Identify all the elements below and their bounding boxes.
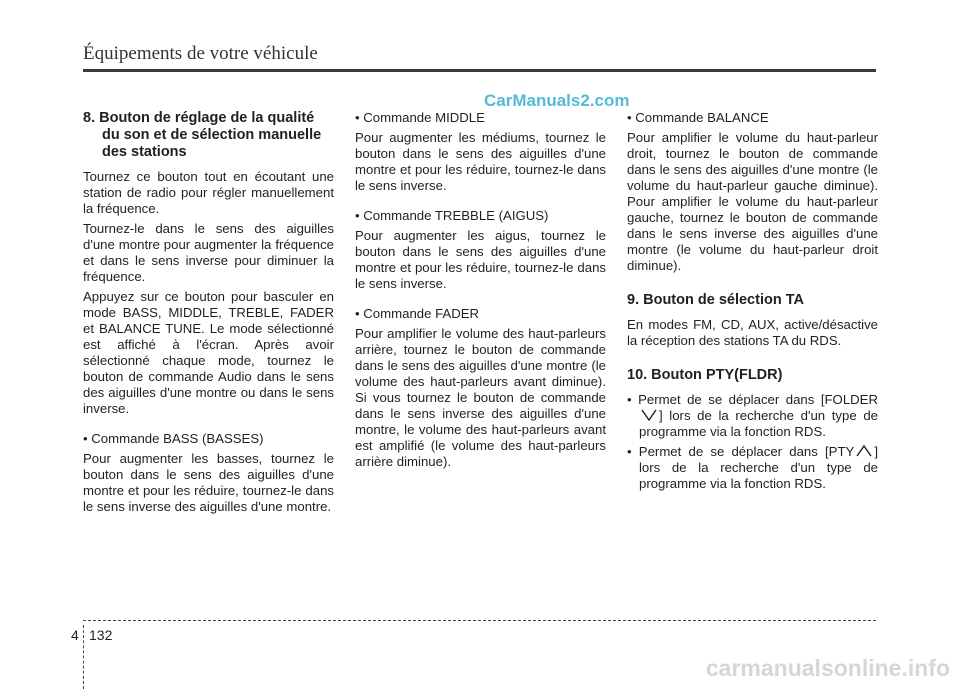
chapter-number: 4 xyxy=(71,627,79,643)
watermark-bottom: carmanualsonline.info xyxy=(705,655,950,681)
paragraph: Pour augmenter les basses, tournez le bouton dans le sens des aiguilles d'une montre et pour les réduire, tournez-le dans le sens inverse des aiguilles d'une montre. xyxy=(83,451,334,514)
paragraph: Pour amplifier le volume des haut-parleurs arrière, tournez le bouton de commande dans le sens des aiguilles d'une montre (le volume des haut-parleurs avant diminue). Si vous tournez le bouton de commande dans le sens inverse des aiguilles d'une montre, le volume des haut-parleurs avant est amplifié (le volume des haut-parleurs arrière diminue). xyxy=(355,326,606,469)
watermark-top: CarManuals2.com xyxy=(484,91,630,110)
header-title: Équipements de votre véhicule xyxy=(83,43,318,64)
section-10-heading: 10. Bouton PTY(FLDR) xyxy=(627,367,783,383)
chevron-up-icon xyxy=(856,444,872,458)
bullet-fader: • Commande FADER xyxy=(355,306,480,321)
bullet-treble: • Commande TREBBLE (AIGUS) xyxy=(355,208,549,223)
section-8-title: Bouton de réglage de la qualité du son et de sélection manuelle des stations xyxy=(99,110,322,160)
section-8-number: 8. xyxy=(83,110,96,126)
column-1 xyxy=(83,110,334,519)
paragraph: Pour amplifier le volume du haut-parleur droit, tournez le bouton de commande dans le sens des aiguilles d'une montre (le volume du haut-parleur gauche diminue). Pour amplifier le volume du haut-parleur gauche, tournez le bouton de commande dans le sens inverse des aiguilles d'une montre (le volume du haut-parleur droit diminue). xyxy=(627,130,878,273)
paragraph: Tournez ce bouton tout en écoutant une station de radio pour régler manuellement la fréquence. xyxy=(83,169,334,216)
footer-rule xyxy=(83,620,876,621)
paragraph: Tournez-le dans le sens des aiguilles d'une montre pour augmenter la fréquence et dans le sens inverse pour diminuer la fréquence. xyxy=(83,221,334,284)
bullet-middle: • Commande MIDDLE xyxy=(355,110,485,125)
section-9-heading: 9. Bouton de sélection TA xyxy=(627,292,804,308)
pty-list xyxy=(627,392,878,492)
column-2 xyxy=(355,110,606,474)
column-3 xyxy=(627,110,878,496)
list-item: • Permet de se déplacer dans [FOLDER ] lors de la recherche d'un type de programme via la fonction RDS. xyxy=(627,392,878,439)
section-8-heading xyxy=(83,110,334,161)
bullet-bass: • Commande BASS (BASSES) xyxy=(83,431,264,446)
paragraph: Appuyez sur ce bouton pour basculer en mode BASS, MIDDLE, TREBLE, FADER et BALANCE TUNE. Le mode sélectionné est affiché à l'écran. Après avoir sélectionné chaque mode, tournez le bouton de commande Audio dans le sens des aiguilles d'une montre ou dans le sens inverse. xyxy=(83,289,334,416)
header-rule xyxy=(83,69,876,72)
paragraph: En modes FM, CD, AUX, active/désactive la réception des stations TA du RDS. xyxy=(627,317,878,348)
footer-divider xyxy=(83,625,84,689)
list-item: • Permet de se déplacer dans [PTY ] lors de la recherche d'un type de programme via la fonction RDS. xyxy=(627,444,878,491)
bullet-balance: • Commande BALANCE xyxy=(627,110,769,125)
paragraph: Pour augmenter les aigus, tournez le bouton dans le sens des aiguilles d'une montre et pour les réduire, tournez-le dans le sens inverse. xyxy=(355,228,606,291)
page-number: 132 xyxy=(89,627,113,643)
chevron-down-icon xyxy=(641,408,657,422)
paragraph: Pour augmenter les médiums, tournez le bouton dans le sens des aiguilles d'une montre et pour les réduire, tournez-le dans le sens inverse. xyxy=(355,130,606,193)
